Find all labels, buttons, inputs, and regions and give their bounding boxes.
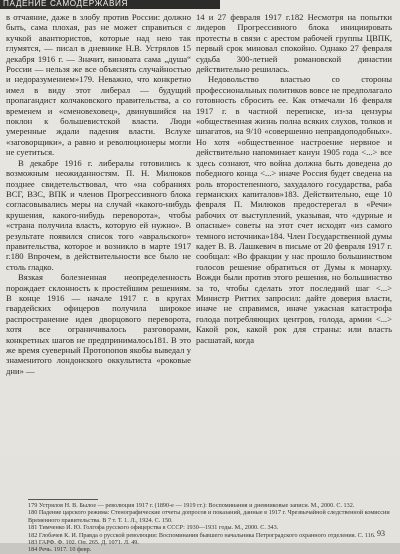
paragraph: 14 и 27 февраля 1917 г.182 Несмотря на попытки лидеров Прогрессивного блока инициировать протесты в связи с арестом рабочей группы ЦВПК, первый срок миновал спокойно. Однако 27 февраля судьба 300-летней романовской династии действительно решилась. <box>196 12 392 75</box>
footnote: 182 Глобачев К. И. Правда о русской революции: Воспоминания бывшего начальника Петроградского охранного отделения. С. 116. <box>28 531 376 539</box>
running-head: ПАДЕНИЕ САМОДЕРЖАВИЯ <box>3 0 129 8</box>
footnote-rule <box>28 499 98 500</box>
paragraph: Вязкая болезненная неопределенность порождает склонность к простейшим решениям. В конце 1916 — начале 1917 г. в кругах гвардейских офицеров получила широкое распространение идея дворцового переворота, хотя все ограничивалось разговорами, конкретных шагов не предпринималось181. В это же время суеверный Протопопов якобы выведал у знаменитого лондонского оккультиста «роковые дни» — <box>6 272 191 376</box>
footnote: 183 ГАРФ. Ф. 102. Оп. 265. Д. 1071. Л. 49. <box>28 539 139 547</box>
paragraph: Недовольство властью со стороны профессиональных политиков вовсе не предполагало готовность сбросить ее. Как отмечали 16 февраля 1917 г. в частной переписке, из-за цензуры «общественная жизнь полна всяких слухов, толков и шпагатов, на 9/10 «совершенно неправдоподобных». Но хотя «общественное настроение нервное и действительно напоминает канун 1905 года <...> все здесь сознают, что война должна быть доведена до победного конца <...> иначе Россия будет сведена на роль второстепенного, захудалого государства, раба германских капиталов»183. Действительно, еще 10 февраля П. Милюков предостерегал в «Речи» рабочих от выступлений, указывая, что «дурные и опасные» советы на этот счет исходят «из самого темного источника»184. Член Государственной думы кадет В. В. Лашкевич в письме от 20 февраля 1917 г. сообщал: «Во фракции у нас прошло большинством голосов решение обратиться от Думы к монарху. Вожди были против этого решения, но большинство за то, чтобы сделать этот последний шаг <...> Министр Риттих запросил: дайте доверия власти, иначе не справимся, иначе ужасная катастрофа голода потребляющих центров, голода, армии <...> Какой рок, какой рок для страны: или власть расшатай, когда <box>196 74 392 345</box>
left-column <box>6 12 191 376</box>
footnote: 184 Речь. 1917. 10 февр. <box>28 546 92 554</box>
footnote: 179 Устрялов Н. В. Былое — революция 1917 г. (1890-е — 1919 гг.): Воспоминания и дневниковые записи. М., 2000. С. 132. <box>28 502 355 509</box>
footnote: 181 Тимченко И. Ю. Голгофа русского офицерства в СССР: 1930—1931 годы. М., 2000. С. 343. <box>28 524 279 532</box>
right-column <box>196 12 392 345</box>
running-head-bar <box>0 0 220 9</box>
page-number: 93 <box>377 529 385 538</box>
footnotes <box>28 502 392 554</box>
paragraph: В декабре 1916 г. либералы готовились к возможным неожиданностям. П. Н. Милюков позднее свидетельствовал, что «на собраниях ВСГ, ВЗС, ВПК и членов Прогрессивного блока согласовывались меры на случай «какого-нибудь крушения, какого-нибудь переворота», чтобы «страна получила власть, которую ей нужно». В результате появился список того «авральского» правительства, которое и возникло в марте 1917 г.180 Впрочем, в действительности все было не столь гладко. <box>6 157 191 272</box>
paragraph: в отчаяние, даже в злобу против России: должно быть, сама плохая, раз не может справиться с кучкой авантюристов, которые над нею так глумятся, — писал в дневнике Н.В. Устрялов 15 декабря 1916 г. — Значит, виновата сама „душа“ России — нельзя же все объяснять случайностью и недоразумением»179. Неважно, что конкретно имел в виду этот либерал — будущий пропагандист колчаковского правительства, а со временем и «сменовеховец», двинувшийся на поклон к большевистской власти. Люди умеренные ждали падения власти. Вслухе «заговорщики», а равно и революционеры могли не суетиться. <box>6 12 191 158</box>
footnote: 180 Падение царского режима: Стенографические отчеты допросов и показаний, данные в 1917 г. Чрезвычайной следственной комиссии Временного правительства. В 7 т. Т. 1. Л., 1924. С. 150. <box>28 509 390 524</box>
